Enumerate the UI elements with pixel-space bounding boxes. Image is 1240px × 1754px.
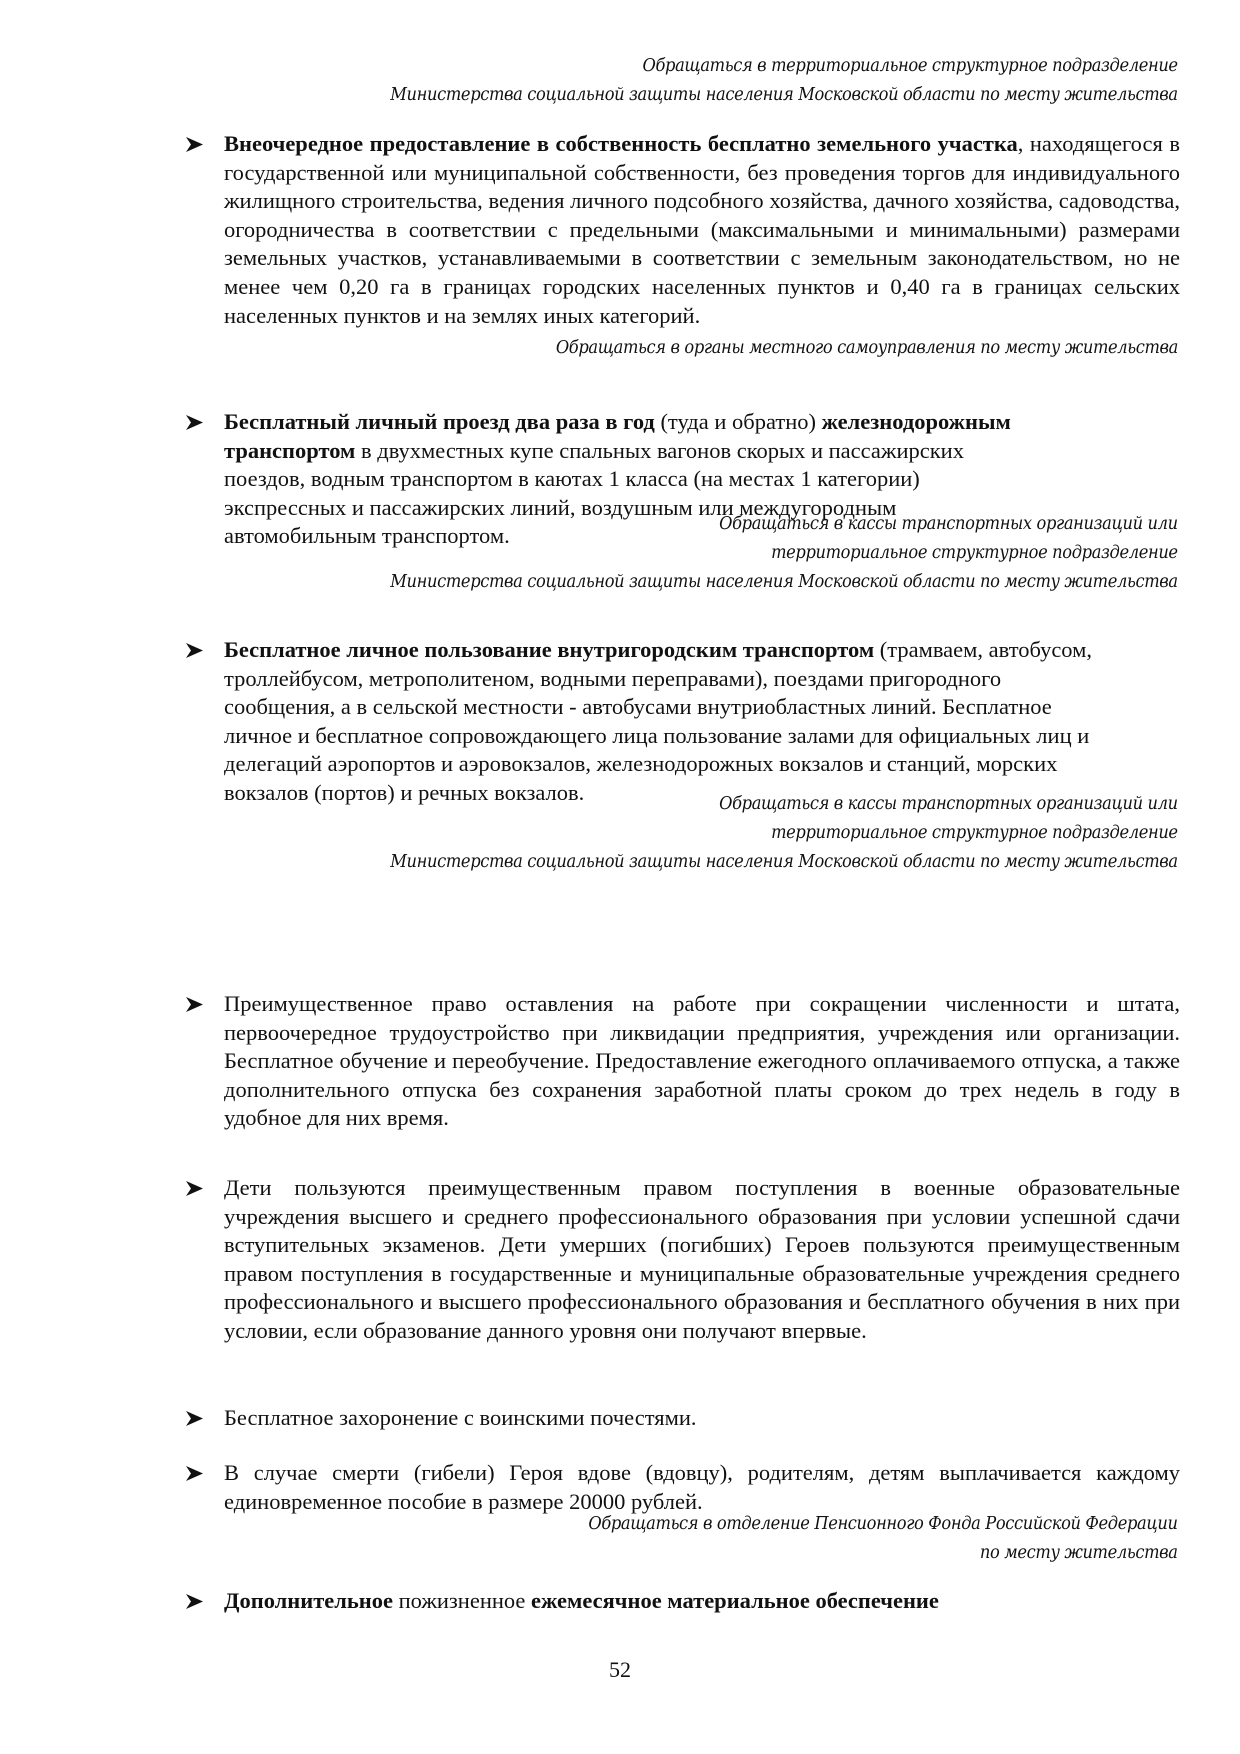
note-line: Министерства социальной защиты населения Московской области по месту жительства <box>390 852 1178 872</box>
arrow-bullet-icon <box>186 1410 203 1427</box>
item-body: , находящегося в государственной или муниципальной собственности, без проведения торгов для индивидуального жилищного строительства, ведения личного подсобного хозяйства, дачного хозяйства, садоводства, огородничества в соответствии с предельными (максимальными и минимальными) размерами земельных участков, устанавливаемыми в соответствии с земельным законодательством, но не менее чем 0,20 га в границах городских населенных пунктов и 0,40 га в границах сельских населенных пунктов и на землях иных категорий. <box>224 131 1180 328</box>
item-bold-lead: Внеочередное предоставление в собственность бесплатно земельного участка <box>224 131 1018 156</box>
item-text: Преимущественное право оставления на работе при сокращении численности и штата, первоочередное трудоустройство при ликвидации предприятия, учреждения или организации. Бесплатное обучение и переобучение. Предоставление ежегодного оплачиваемого отпуска, а также дополнительного отпуска без сохранения заработной платы сроком до трех недель в году в удобное для них время. <box>224 991 1180 1131</box>
item-text: В случае смерти (гибели) Героя вдове (вдовцу), родителям, детям выплачивается каждому единовременное пособие в размере 20000 рублей. <box>224 1460 1180 1514</box>
note-line: Министерства социальной защиты населения Московской области по месту жительства <box>390 85 1178 105</box>
item-body: (трамваем, автобусом, троллейбусом, метрополитеном, водными переправами), поездами пригородного сообщения, а в сельской местности - автобусами внутриобластных линий. Бесплатное личное и бесплатное сопровождающего лица пользование залами для официальных лиц и делегаций аэропортов и аэровокзалов, железнодорожных вокзалов и станций, морских вокзалов (портов) и речных вокзалов. <box>224 637 1092 805</box>
arrow-bullet-icon <box>186 996 203 1013</box>
arrow-bullet-icon <box>186 136 203 153</box>
contact-note <box>589 1510 1178 1568</box>
note-line: Обращаться в органы местного самоуправления по месту жительства <box>555 338 1178 358</box>
contact-note <box>556 334 1178 363</box>
item-bold-lead: Дополнительное <box>224 1588 393 1613</box>
item-text <box>224 1587 1180 1616</box>
arrow-bullet-icon <box>186 1180 203 1197</box>
arrow-bullet-icon <box>186 642 203 659</box>
note-line: Обращаться в кассы транспортных организаций или <box>719 794 1178 814</box>
item-text: Бесплатное захоронение с воинскими почестями. <box>224 1405 697 1430</box>
item-text <box>224 636 1104 808</box>
note-line: по месту жительства <box>980 1543 1178 1563</box>
page-number: 52 <box>609 1657 631 1682</box>
contact-note <box>391 510 1178 597</box>
note-line: Обращаться в территориальное структурное подразделение <box>642 56 1178 76</box>
item-bold-lead: Бесплатный личный проезд два раза в год <box>224 409 655 434</box>
item-text <box>224 130 1180 330</box>
note-line: Министерства социальной защиты населения Московской области по месту жительства <box>390 572 1178 592</box>
item-text: Дети пользуются преимущественным правом поступления в военные образовательные учреждения высшего и среднего профессионального образования при условии успешной сдачи вступительных экзаменов. Дети умерших (погибших) Героев пользуются преимущественным правом поступления в государственные и муниципальные образовательные учреждения среднего профессионального и высшего профессионального образования и бесплатного обучения в них при условии, если образование данного уровня они получают впервые. <box>224 1175 1180 1343</box>
item-bold-lead: Бесплатное личное пользование внутригородским транспортом <box>224 637 875 662</box>
arrow-bullet-icon <box>186 414 203 431</box>
item-body: (туда и обратно) <box>654 409 822 434</box>
item-bold-secondary: железнодорожным транспортом <box>224 409 1011 463</box>
arrow-bullet-icon <box>186 1465 203 1482</box>
note-line: Обращаться в отделение Пенсионного Фонда Российской Федерации <box>588 1514 1178 1534</box>
arrow-bullet-icon <box>186 1593 203 1610</box>
header-note <box>391 52 1178 110</box>
contact-note <box>391 790 1178 877</box>
note-line: территориальное структурное подразделение <box>771 823 1178 843</box>
note-line: территориальное структурное подразделение <box>771 543 1178 563</box>
item-bold-secondary: ежемесячное материальное обеспечение <box>531 1588 939 1613</box>
item-body: пожизненное <box>392 1588 532 1613</box>
note-line: Обращаться в кассы транспортных организаций или <box>719 514 1178 534</box>
item-body: в двухместных купе спальных вагонов скорых и пассажирских поездов, водным транспортом в каютах 1 класса (на местах 1 категории) экспрессных и пассажирских линий, воздушным или междугородным автомобильным транспортом. <box>224 437 964 549</box>
